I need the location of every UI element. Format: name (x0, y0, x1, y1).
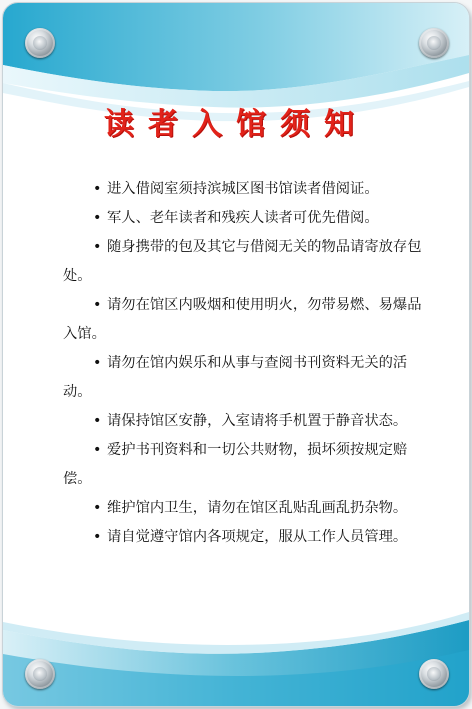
screw-icon (419, 659, 449, 689)
screw-icon (25, 28, 55, 58)
bullet-icon: • (93, 355, 102, 371)
bottom-wave-decoration (3, 596, 469, 706)
rule-item (63, 407, 423, 436)
bullet-icon: • (93, 529, 102, 545)
rule-item (63, 175, 423, 204)
bullet-icon: • (93, 210, 102, 226)
rule-item (63, 204, 423, 233)
rule-text: 请勿在馆区内吸烟和使用明火，勿带易燃、易爆品入馆。 (63, 297, 422, 342)
rule-item (63, 349, 423, 407)
rule-text: 军人、老年读者和残疾人读者可优先借阅。 (107, 210, 379, 226)
bullet-icon: • (93, 500, 102, 516)
screw-icon (419, 28, 449, 58)
bullet-icon: • (93, 413, 102, 429)
rule-text: 爱护书刊资料和一切公共财物，损坏须按规定赔偿。 (63, 442, 408, 487)
rule-text: 进入借阅室须持滨城区图书馆读者借阅证。 (107, 181, 379, 197)
screw-icon (25, 659, 55, 689)
rule-text: 维护馆内卫生，请勿在馆区乱贴乱画乱扔杂物。 (107, 500, 408, 516)
rule-item (63, 523, 423, 552)
rule-item (63, 233, 423, 291)
rule-text: 请勿在馆内娱乐和从事与查阅书刊资料无关的活动。 (63, 355, 408, 400)
bullet-icon: • (93, 181, 102, 197)
rule-item (63, 494, 423, 523)
rule-item (63, 291, 423, 349)
rules-list (63, 175, 423, 552)
rule-item (63, 436, 423, 494)
bullet-icon: • (93, 239, 102, 255)
rule-text: 随身携带的包及其它与借阅无关的物品请寄放存包处。 (63, 239, 422, 284)
rule-text: 请自觉遵守馆内各项规定，服从工作人员管理。 (107, 529, 408, 545)
notice-board (2, 2, 470, 707)
bullet-icon: • (93, 297, 102, 313)
notice-title: 读者入馆须知 (104, 107, 368, 142)
rule-text: 请保持馆区安静，入室请将手机置于静音状态。 (107, 413, 408, 429)
bullet-icon: • (93, 442, 102, 458)
